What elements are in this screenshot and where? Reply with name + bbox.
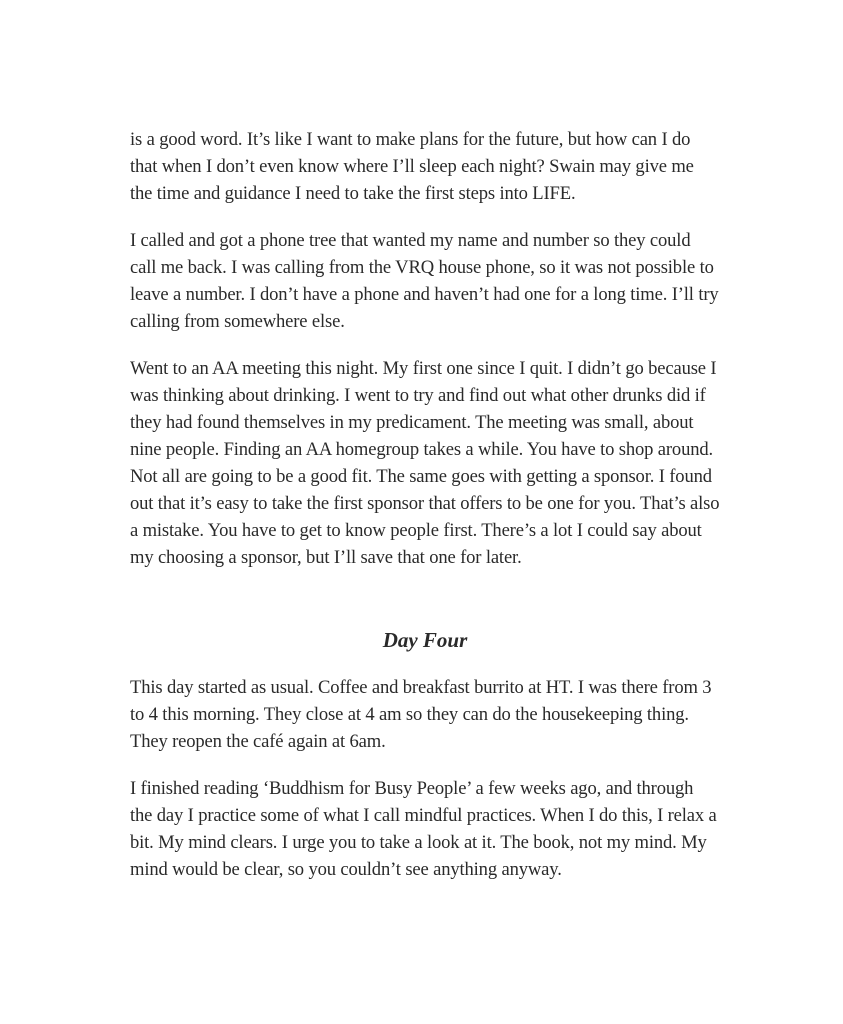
paragraph: This day started as usual. Coffee and breakfast burrito at HT. I was there from 3 to 4 this morning. They close at 4 am so they can do the housekeeping thing. They reopen the café again at 6am. (130, 677, 712, 752)
paragraph: I finished reading ‘Buddhism for Busy People’ a few weeks ago, and through the day I practice some of what I call mindful practices. When I do this, I relax a bit. My mind clears. I urge you to take a look at it. The book, not my mind. My mind would be clear, so you couldn’t see anything anyway. (130, 778, 717, 880)
book-page (130, 126, 720, 883)
section-heading: Day Four (382, 628, 468, 652)
paragraph: Went to an AA meeting this night. My first one since I quit. I didn’t go because I was thinking about drinking. I went to try and find out what other drunks did if they had found themselves in my predicament. The meeting was small, about nine people. Finding an AA homegroup takes a while. You have to shop around. Not all are going to be a good fit. The same goes with getting a sponsor. I found out that it’s easy to take the first sponsor that offers to be one for you. That’s also a mistake. You have to get to know people first. There’s a lot I could say about my choosing a sponsor, but I’ll save that one for later. (130, 358, 720, 568)
paragraph: I called and got a phone tree that wanted my name and number so they could call me back. I was calling from the VRQ house phone, so it was not possible to leave a number. I don’t have a phone and haven’t had one for a long time. I’ll try calling from somewhere else. (130, 230, 719, 332)
paragraph: is a good word. It’s like I want to make plans for the future, but how can I do that when I don’t even know where I’ll sleep each night? Swain may give me the time and guidance I need to take the first steps into LIFE. (130, 129, 694, 204)
section-spacer (130, 654, 720, 674)
section-spacer (130, 571, 720, 627)
